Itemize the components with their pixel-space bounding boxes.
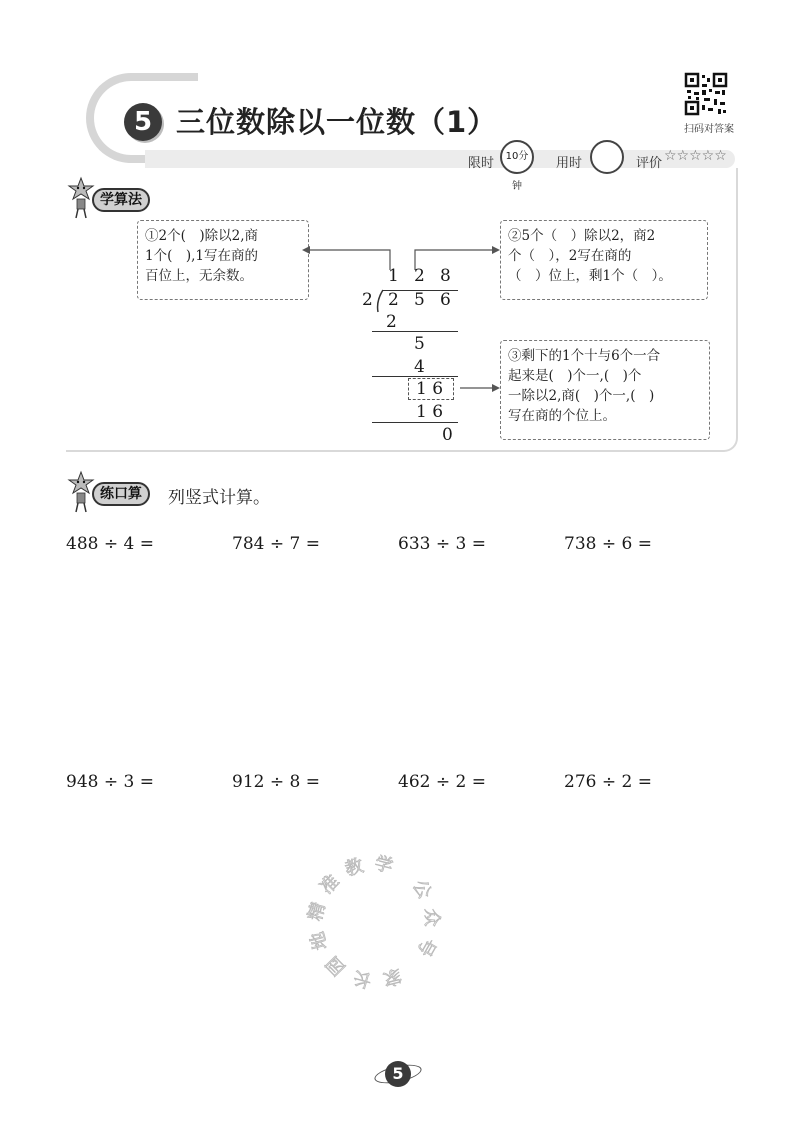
hint-line: ③剩下的1个十与6个一合 (508, 348, 661, 364)
division-rule (372, 376, 458, 377)
division-rule (372, 422, 458, 423)
problem-5[interactable]: 948 ÷ 3 = (66, 772, 154, 792)
hint-box-3 (500, 340, 710, 440)
problem-7[interactable]: 462 ÷ 2 = (398, 772, 486, 792)
hint-line: 个（ ），2写在商的 (508, 248, 632, 264)
hint-line: 起来是( )个一,( )个 (508, 368, 642, 384)
problem-1[interactable]: 488 ÷ 4 = (66, 534, 154, 554)
problem-4[interactable]: 738 ÷ 6 = (564, 534, 652, 554)
hint-line: 写在商的个位上。 (508, 408, 616, 424)
hint-box-1 (137, 220, 309, 300)
lesson-number-badge: 5 (124, 103, 162, 141)
hint-line: （ ）位上，剩1个（ ）。 (508, 268, 672, 284)
divisor: 2 (362, 290, 373, 310)
quotient-digit: 8 (440, 266, 451, 286)
division-step: 0 (442, 425, 453, 445)
hint-line: 一除以2,商( )个一,( ) (508, 388, 655, 404)
dividend-digit: 5 (414, 290, 425, 310)
division-step: 2 (386, 312, 397, 332)
division-step: 4 (414, 357, 425, 377)
quotient-digit: 1 (388, 266, 399, 286)
hint-line: 百位上，无余数。 (145, 268, 253, 284)
problem-2[interactable]: 784 ÷ 7 = (232, 534, 320, 554)
division-rule (372, 331, 458, 332)
long-division-example (360, 262, 480, 452)
learn-section-badge: 学算法 (92, 188, 150, 212)
hint-line: ②5个（ ）除以2，商2 (508, 228, 656, 244)
rating-stars[interactable]: ☆☆☆☆☆ (664, 148, 727, 164)
practice-instruction: 列竖式计算。 (168, 488, 270, 508)
hint-box-2 (500, 220, 708, 300)
rating-label: 评价 (636, 156, 663, 171)
hint-line: 1个( ),1写在商的 (145, 248, 259, 264)
time-limit-label: 限时 (468, 156, 495, 171)
division-step: 1 6 (416, 379, 444, 399)
watermark-seal (304, 852, 444, 992)
time-limit-value: 10分钟 (505, 151, 529, 192)
problem-3[interactable]: 633 ÷ 3 = (398, 534, 486, 554)
practice-section-badge: 练口算 (92, 482, 150, 506)
quotient-digit: 2 (414, 266, 425, 286)
hint-line: ①2个( )除以2,商 (145, 228, 259, 244)
dividend-digit: 6 (440, 290, 451, 310)
division-step: 5 (414, 334, 425, 354)
time-used-label: 用时 (556, 156, 583, 171)
qr-caption: 扫码对答案 (684, 124, 734, 135)
qr-code-icon[interactable] (684, 72, 728, 116)
division-step: 1 6 (416, 402, 444, 422)
svg-text:精准教学 公众号 家长园地: 精准教学 公众号 家长园地 (304, 852, 443, 992)
division-bracket (374, 289, 386, 313)
page-title: 三位数除以一位数（1） (176, 105, 498, 139)
problem-6[interactable]: 912 ÷ 8 = (232, 772, 320, 792)
problem-8[interactable]: 276 ÷ 2 = (564, 772, 652, 792)
page-number: 5 (385, 1061, 411, 1087)
dividend-digit: 2 (388, 290, 399, 310)
